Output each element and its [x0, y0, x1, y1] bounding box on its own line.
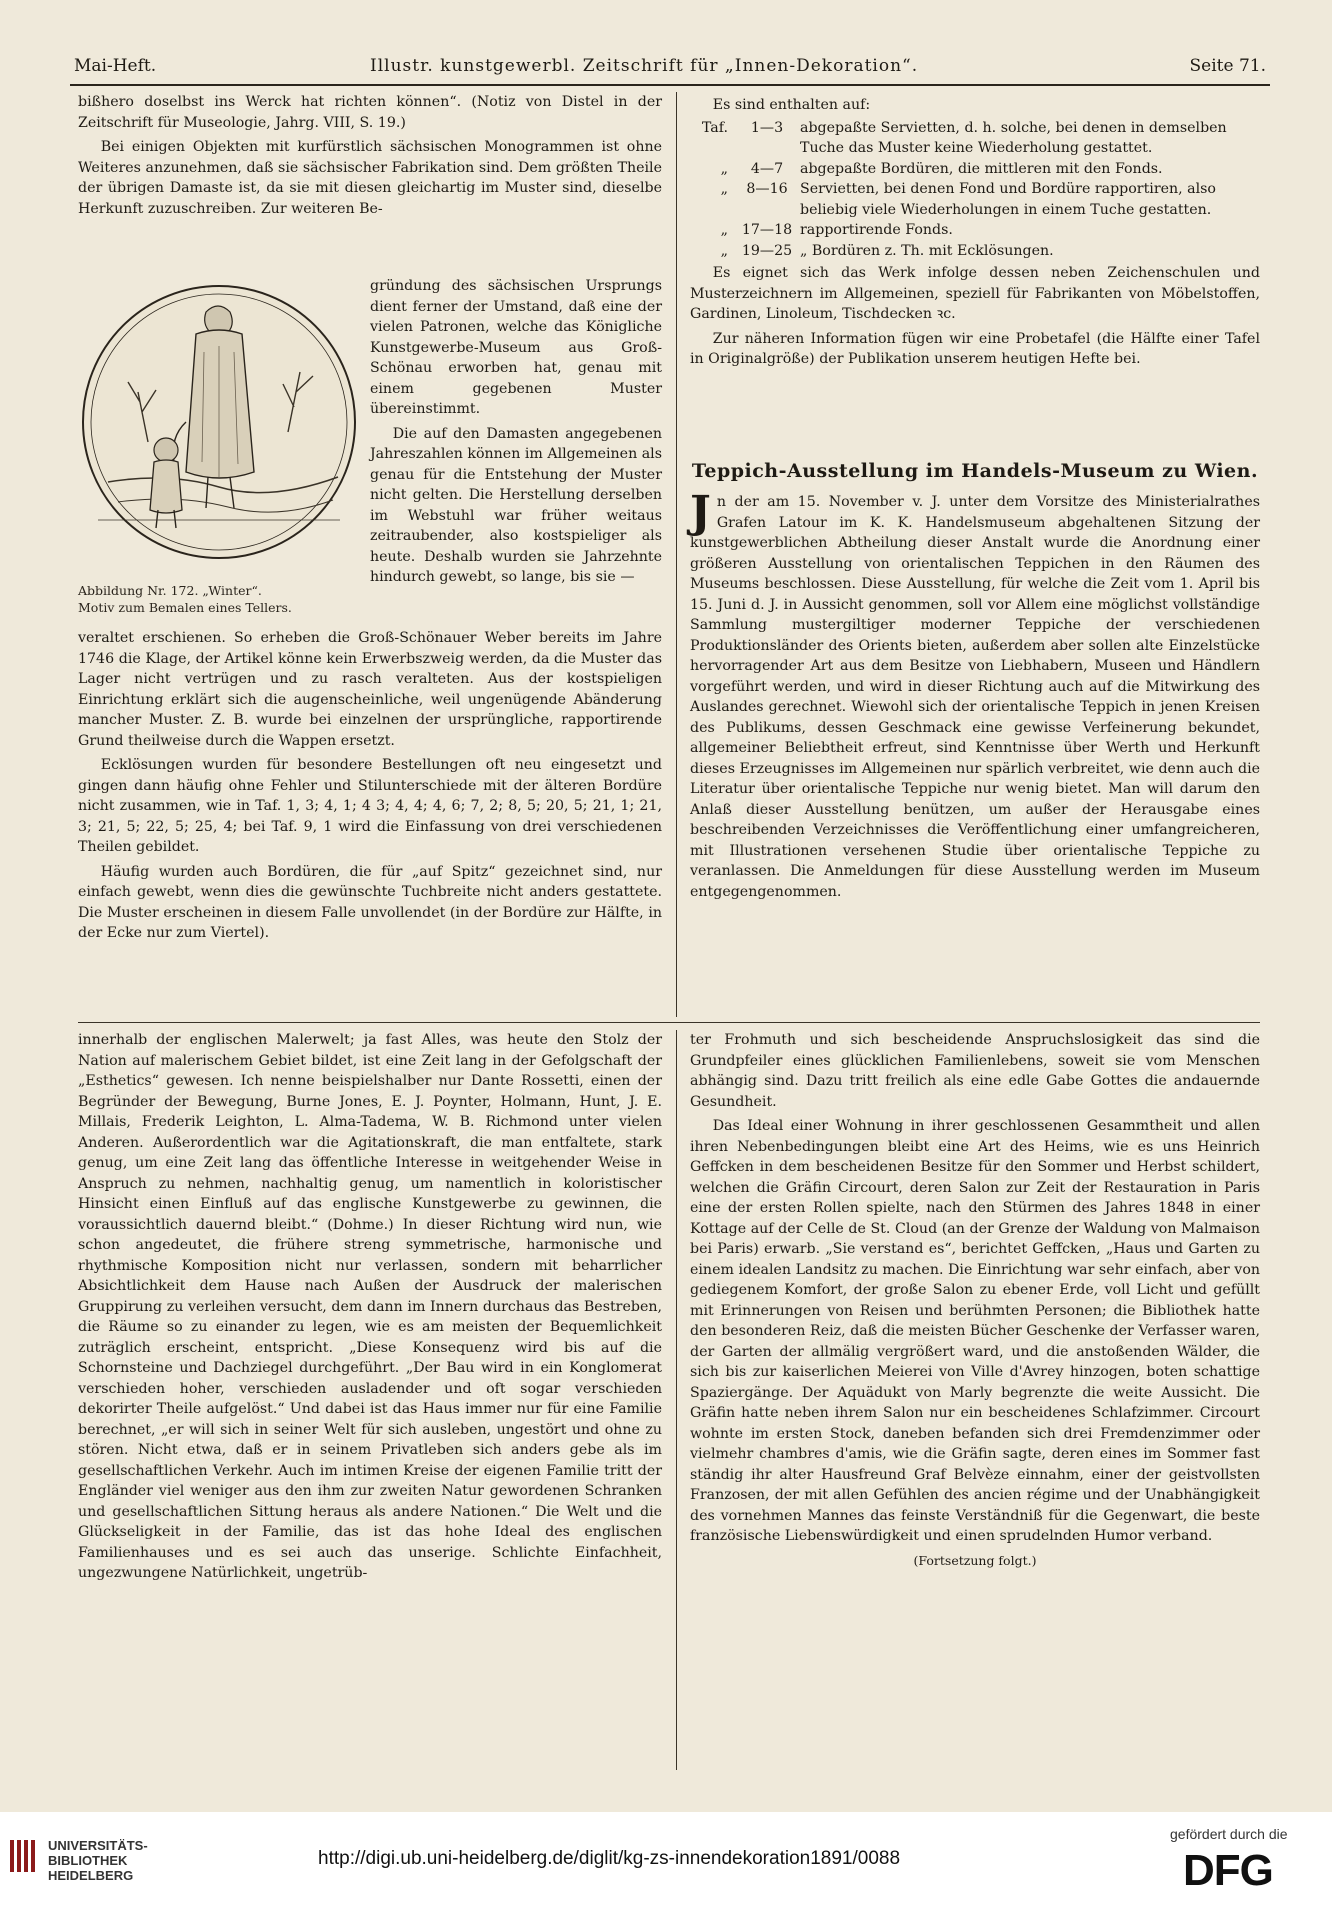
section-heading: Teppich-Ausstellung im Handels-Museum zu Wien. [691, 460, 1259, 482]
table-row [690, 118, 1260, 159]
row-range: 4—7 [750, 160, 784, 177]
row-prefix: „ [720, 160, 728, 177]
row-description: „ Bordüren z. Th. mit Ecklösungen. [800, 242, 1054, 259]
left-top-column-continued [78, 628, 662, 948]
row-prefix: „ [720, 222, 728, 238]
plates-contents-list [690, 95, 1260, 374]
header-issue: Mai-Heft. [74, 56, 157, 76]
header-page-number: Seite 71. [1189, 56, 1266, 76]
row-range: 19—25 [741, 242, 793, 259]
paragraph: Zur näheren Information fügen wir eine Probetafel (die Hälfte einer Tafel in Originalgröße) der Publikation unserem heutigen Hefte bei. [690, 330, 1260, 367]
dfg-logo: DFG [1183, 1846, 1273, 1895]
university-library-logo-icon [8, 1836, 42, 1876]
row-range: 1—3 [750, 119, 784, 136]
section-body [690, 487, 1260, 906]
column-divider [676, 92, 677, 1017]
paragraph: Ecklösungen wurden für besondere Bestellungen oft neu eingesetzt und gingen dann häufig ohne Fehler und Stilunterschiede mit der älteren Bordüre nicht zusammen, wie in Taf. 1, 3; 4, 1; 4 3; 4, 4; 4, 6; 7, 2; 8, 5; 20, 5; 21, 1; 21, 3; 21, 5; 22, 5; 25, 4; bei Taf. 9, 1 wird die Einfassung von drei verschiedenen Theilen gebildet. [78, 757, 662, 855]
caption-subtitle: Motiv zum Bemalen eines Tellers. [78, 600, 292, 615]
library-name-line: UNIVERSITÄTS- [48, 1838, 148, 1853]
horizontal-divider [78, 1022, 1260, 1023]
left-top-column [78, 92, 662, 223]
row-description: Servietten, bei denen Fond und Bordüre rapportiren, also beliebig viele Wiederholungen in einem Tuche gestatten. [800, 181, 1216, 218]
paragraph: Häufig wurden auch Bordüren, die für „auf Spitz“ gezeichnet sind, nur einfach gewebt, wenn dies die gewünschte Tuchbreite nicht anders gestattete. Die Muster erscheinen in diesem Falle unvollendet (in der Bordüre zur Hälfte, in der Ecke nur zum Viertel). [78, 863, 662, 941]
winter-plate-illustration [78, 272, 360, 572]
paragraph [690, 487, 1260, 902]
row-description: abgepaßte Bordüren, die mittleren mit den Fonds. [800, 160, 1163, 177]
paragraph: Das Ideal einer Wohnung in ihrer geschlossenen Gesammtheit und allen ihren Nebenbedingungen bleibt eine Art des Heims, wie es uns Heinrich Geffcken in dem bescheidenen Besitze für den Sommer und Herbst schildert, welchen die Gräfin Circourt, deren Salon zur Zeit der Restauration in Paris eine der ersten Rollen spielte, nach den Stürmen des Jahres 1848 in einer Kottage auf der Celle de St. Cloud (an der Grenze der Waldung von Malmaison bei Paris) erwarb. „Sie verstand es“, berichtet Geffcken, „Haus und Garten zu einem idealen Landsitz zu machen. Die Einrichtung war sehr einfach, aber von gediegenem Komfort, der große Salon zu ebener Erde, voll Licht und gefüllt mit Erinnerungen von Reisen und berühmten Personen; die Bibliothek hatte den besonderen Reiz, daß die meisten Bücher Geschenke der Verfasser waren, der Garten der allmälig vergrößert ward, und die anstoßenden Wälder, die sich bis zur kaiserlichen Meierei von Ville d'Avrey hinzogen, boten schattige Spaziergänge. Der Aquädukt von Marly begrenzte die weite Aussicht. Die Gräfin hatte neben ihrem Salon nur ein bescheidenes Schlafzimmer. Circourt wohnte im ersten Stock, daneben befanden sich drei Fremdenzimmer oder vielmehr chambres d'amis, wie die Gräfin sagte, deren eines im Sommer fast ständig ihr alter Hausfreund Graf Belvèze einnahm, einer der geistvollsten Franzosen, der mit allen Gefühlen des ancien régime und der Unabhängigkeit des vornehmen Mannes das feinste Verständniß für die Gegenwart, die beste französische Liebenswürdigkeit und einen sprudelnden Humor verband. [690, 1118, 1260, 1544]
library-name-line: BIBLIOTHEK [48, 1853, 128, 1868]
paragraph: Die auf den Damasten angegebenen Jahreszahlen können im Allgemeinen als genau für die Entstehung der Muster nicht gelten. Die Herstellung derselben im Webstuhl war früher weitaus zeitraubender, also kostspieliger als heute. Deshalb wurden sie Jahrzehnte hindurch gewebt, so lange, bis sie — [370, 425, 662, 585]
library-name-line: HEIDELBERG [48, 1868, 134, 1883]
table-row [690, 220, 1260, 241]
drop-cap: J [690, 487, 711, 538]
source-url-link[interactable]: http://digi.ub.uni-heidelberg.de/diglit/kg-zs-innendekoration1891/0088 [318, 1848, 901, 1869]
paragraph: innerhalb der englischen Malerwelt; ja fast Alles, was heute den Stolz der Nation auf malerischem Gebiet bildet, ist eine Zeit lang in der Gefolgschaft der „Esthetics“ gewesen. Ich nenne beispielshalber nur Dante Rossetti, einen der Begründer der Bewegung, Burne Jones, E. J. Poynter, Holmann, Hunt, J. E. Millais, Frederik Leighton, L. Alma-Tadema, W. B. Richmond unter vielen Anderen. Außerordentlich war die Agitationskraft, die man entfaltete, stark genug, um eine Zeit lang das öffentliche Interesse in weitgehender Weise in Anspruch zu nehmen, nachhaltig genug, um namentlich in koloristischer Hinsicht einen Einfluß auf das englische Kunstgewerbe zu gewinnen, die voraussichtlich dauernd bleibt.“ (Dohme.) In dieser Richtung wird nun, wie schon angedeutet, die frühere streng symmetrische, harmonische und rhythmische Komposition nicht nur verlassen, sondern mit beharrlicher Absichtlichkeit dem Hause nach Außen der Ausdruck der malerischen Gruppirung zu verleihen versucht, dem dann im Innern durchaus das Bestreben, die Räume so zu einander zu legen, wie es am meisten der Bequemlichkeit zuträglich erscheint, entspricht. „Diese Konsequenz wird bis auf die Schornsteine und Dachziegel durchgeführt. „Der Bau wird in ein Konglomerat verschieden hoher, verschieden ausladender und oft sogar verschieden dekorirter Theile aufgelöst.“ Und dabei ist das Haus immer nur für eine Familie berechnet, „er will sich in seiner Welt für sich ausleben, ungestört und ohne zu stören. Nicht etwa, daß er in seinem Privatleben sich anders gebe als im gesellschaftlichen Verkehr. Auch im intimen Kreise der eigenen Familie tritt der Engländer viel weniger aus den ihm zur zweiten Natur gewordenen Schranken und gesellschaftlichen Sittung heraus als andere Nationen.“ Die Welt und die Glückseligkeit in der Familie, das ist das hohe Ideal des englischen Familienhauses und es sei auch das unserige. Schlichte Einfachheit, ungezwungene Natürlichkeit, ungetrüb- [78, 1032, 662, 1581]
plate-drawing [78, 272, 360, 572]
paragraph: bißhero doselbst ins Werck hat richten können“. (Notiz von Distel in der Zeitschrift für Museologie, Jahrg. VIII, S. 19.) [78, 94, 662, 131]
figure-caption [78, 582, 360, 616]
right-bottom-column [690, 1030, 1260, 1575]
contents-notes [690, 263, 1260, 370]
table-row [690, 241, 1260, 262]
section-text: n der am 15. November v. J. unter dem Vorsitze des Ministerialrathes Grafen Latour im K. K. Handelsmuseum abgehaltenen Sitzung der kunstgewerblichen Abtheilung dieser Anstalt wurde die Anordnung einer größeren Ausstellung von orientalischen Teppichen in den Räumen des Museums beschlossen. Diese Ausstellung, für welche die Zeit vom 1. April bis 15. Juni d. J. in Aussicht genommen, soll vor Allem eine möglichst vollständige Sammlung mustergiltiger moderner Teppiche der verschiedenen Produktionsländer des Orients bieten, außerdem aber sollen alte Einzelstücke hervorragender Art aus dem Besitze von Liebhabern, Museen und Händlern vorgeführt werden, und wird in dieser Richtung auch auf die Mitwirkung des Auslandes gerechnet. Wiewohl sich der orientalische Teppich in jenen Kreisen des Publikums, dessen Geschmack eine gewisse Verfeinerung bekundet, allgemeiner Beliebtheit erfreut, sind Kenntnisse über Werth und Herkunft dieses Erzeugnisses im Allgemeinen nur spärlich verbreitet, wie denn auch die Literatur über orientalische Teppiche nur wenig bietet. Man will darum den Anlaß dieser Ausstellung benützen, um außer der Herausgabe eines beschreibenden Verzeichnisses die Veröffentlichung einer umfangreicheren, mit Illustrationen versehenen Studie über orientalische Teppiche zu veranlassen. Die Anmeldungen für diese Ausstellung werden im Museum entgegengenommen. [690, 494, 1260, 900]
paragraph: gründung des sächsischen Ursprungs dient ferner der Umstand, daß eine der vielen Patronen, welche das Königliche Kunstgewerbe-Museum aus Groß-Schönau erworben hat, genau mit einem gegebenen Muster übereinstimmt. [370, 278, 662, 417]
digitization-footer [0, 1812, 1332, 1906]
table-row [690, 159, 1260, 180]
row-range: 8—16 [746, 181, 788, 197]
row-range: 17—18 [741, 222, 793, 238]
header-journal-title: Illustr. kunstgewerbl. Zeitschrift für „Innen-Dekoration“. [370, 56, 919, 76]
funding-note: gefördert durch die [1170, 1826, 1288, 1842]
row-prefix: Taf. [701, 119, 728, 136]
row-description: rapportirende Fonds. [800, 222, 953, 238]
continuation-note: (Fortsetzung folgt.) [913, 1552, 1037, 1568]
row-description: abgepaßte Servietten, d. h. solche, bei denen in demselben Tuche das Muster keine Wiederholung gestattet. [800, 119, 1227, 156]
plates-table [690, 118, 1260, 262]
column-divider [676, 1030, 677, 1770]
paragraph: veraltet erschienen. So erheben die Groß-Schönauer Weber bereits im Jahre 1746 die Klage, der Artikel könne kein Erwerbszweig werden, da die Muster das Lager nicht vertrügen und zu rasch veralteten. Aus der kostspieligen Einrichtung erklärt sich die augenscheinliche, weil ungenügende Abänderung mancher Muster. Z. B. wurde bei einzelnen der ursprüngliche, rapportirende Grund theilweise durch die Wappen ersetzt. [78, 630, 662, 749]
paragraph: ter Frohmuth und sich bescheidende Anspruchslosigkeit das sind die Grundpfeiler eines glücklichen Familienlebens, soweit sie vom Menschen abhängig sind. Dazu tritt freilich als eine edle Gabe Gottes die andauernde Gesundheit. [690, 1032, 1260, 1110]
contents-intro: Es sind enthalten auf: [712, 97, 871, 113]
table-row [690, 179, 1260, 220]
university-library-name [48, 1838, 148, 1883]
paragraph: Bei einigen Objekten mit kurfürstlich sächsischen Monogrammen ist ohne Weiteres anzunehmen, daß sie sächsischer Fabrikation sind. Dem größten Theile der übrigen Damaste ist, da sie mit diesen gleichartig im Muster sind, dieselbe Herkunft zuzuschreiben. Zur weiteren Be- [78, 139, 662, 217]
figure-wrap-text [370, 276, 662, 592]
paragraph: Es eignet sich das Werk infolge dessen neben Zeichenschulen und Musterzeichnern im Allgemeinen, speziell für Fabrikanten von Möbelstoffen, Gardinen, Linoleum, Tischdecken ꝛc. [690, 265, 1260, 322]
caption-title: Abbildung Nr. 172. „Winter“. [78, 583, 262, 598]
running-header [70, 50, 1270, 86]
row-prefix: „ [720, 181, 728, 197]
left-bottom-column [78, 1030, 662, 1588]
row-prefix: „ [720, 242, 728, 259]
